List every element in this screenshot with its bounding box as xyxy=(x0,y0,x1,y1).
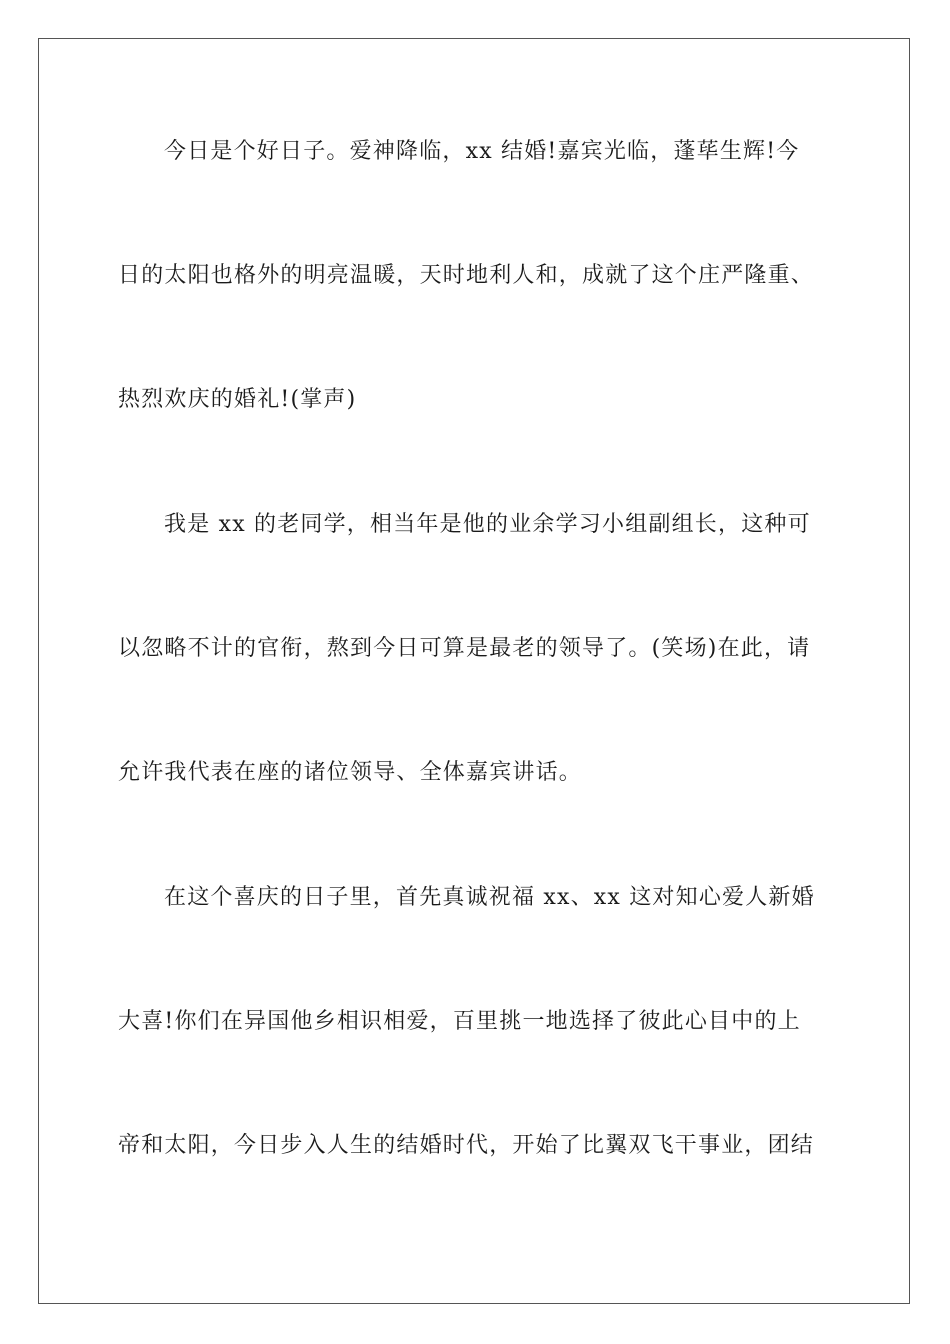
paragraph-2-line-2: 以忽略不计的官衔，熬到今日可算是最老的领导了。(笑场)在此，请 xyxy=(118,636,811,661)
paragraph-1-line-1: 今日是个好日子。爱神降临，xx 结婚!嘉宾光临，蓬荜生辉!今 xyxy=(164,139,800,164)
paragraph-3-line-2: 大喜!你们在异国他乡相识相爱，百里挑一地选择了彼此心目中的上 xyxy=(118,1009,801,1034)
paragraph-1-line-3: 热烈欢庆的婚礼!(掌声) xyxy=(118,387,357,412)
page-frame xyxy=(38,38,910,1304)
paragraph-2-line-3: 允许我代表在座的诸位领导、全体嘉宾讲话。 xyxy=(118,760,583,785)
paragraph-1-line-2: 日的太阳也格外的明亮温暖，天时地利人和，成就了这个庄严隆重、 xyxy=(118,263,815,288)
paragraph-2-line-1: 我是 xx 的老同学，相当年是他的业余学习小组副组长，这种可 xyxy=(164,512,811,537)
paragraph-3-line-1: 在这个喜庆的日子里，首先真诚祝福 xx、xx 这对知心爱人新婚 xyxy=(164,885,815,910)
paragraph-3-line-3: 帝和太阳，今日步入人生的结婚时代，开始了比翼双飞干事业，团结 xyxy=(118,1133,815,1158)
